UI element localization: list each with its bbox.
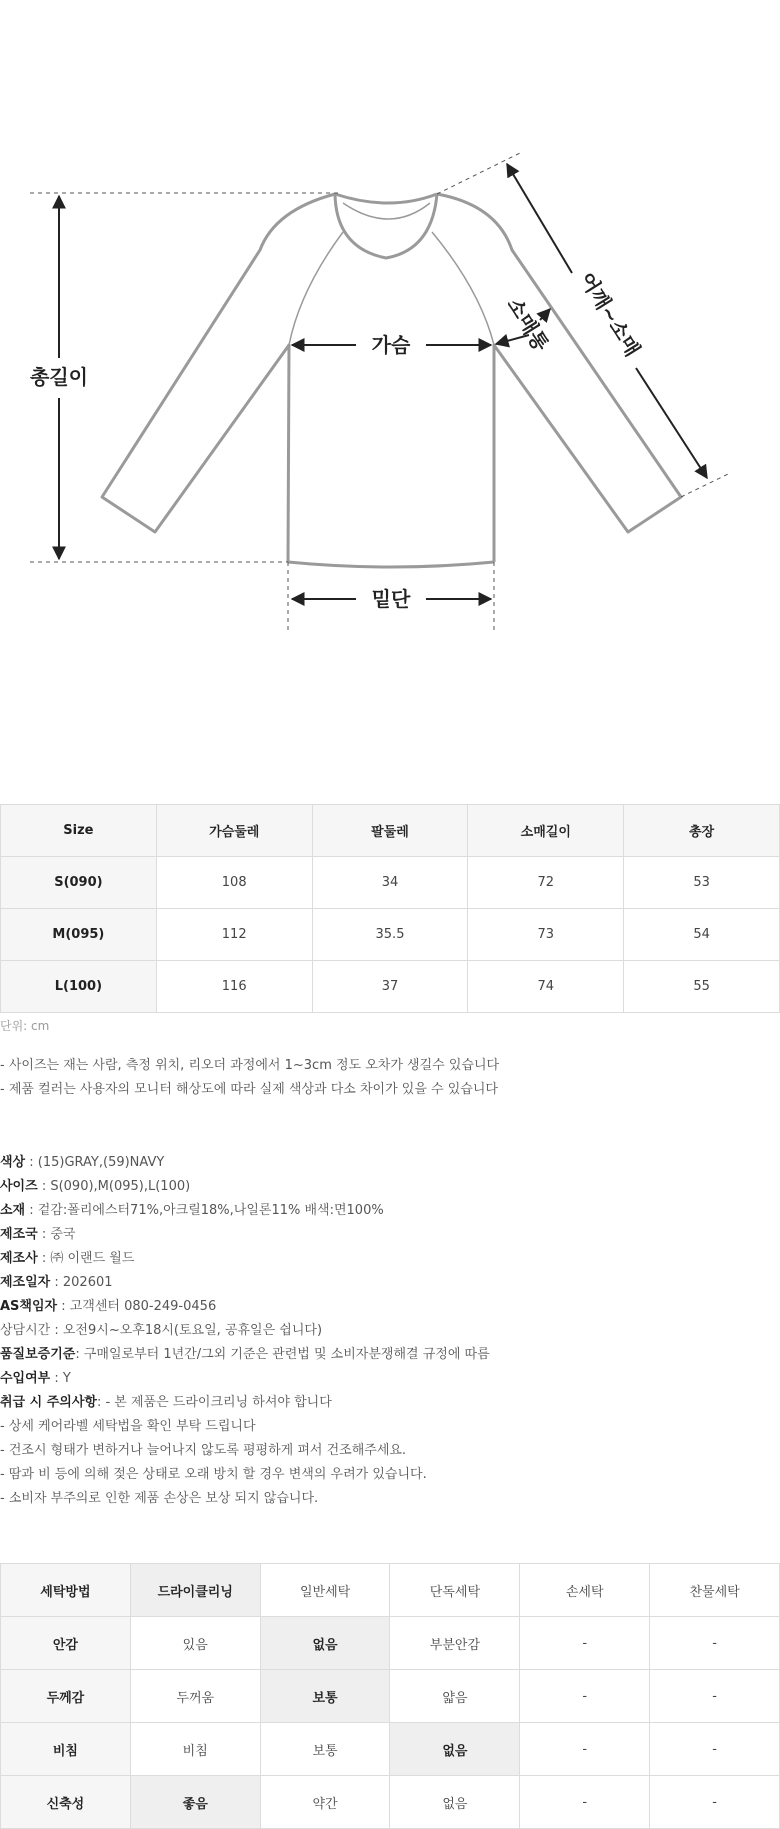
caution-line: - 소비자 부주의로 인한 제품 손상은 보상 되지 않습니다. <box>0 1491 319 1506</box>
neckline-outer <box>335 194 437 203</box>
care-cell-selected: 좋음 <box>130 1776 260 1829</box>
info-warranty <box>0 1343 490 1367</box>
size-value-cell: 72 <box>468 857 624 909</box>
hem-line <box>288 562 494 567</box>
info-as <box>0 1295 490 1319</box>
care-cell: 없음 <box>390 1776 520 1829</box>
total-length-label: 총길이 <box>30 365 88 389</box>
info-caution <box>0 1391 490 1415</box>
info-label: 색상 <box>0 1155 26 1170</box>
note-line: - 제품 컬러는 사용자의 모니터 해상도에 따라 실제 색상과 다소 차이가 있을 수 있습니다 <box>0 1082 498 1097</box>
left-sleeve-body <box>102 194 335 562</box>
garment-outline <box>102 194 681 567</box>
care-cell-selected: 보통 <box>260 1670 390 1723</box>
unit-note: 단위: cm <box>0 1019 50 1033</box>
info-value: : S(090),M(095),L(100) <box>37 1179 191 1194</box>
care-cell: 있음 <box>130 1617 260 1670</box>
info-maker <box>0 1247 490 1271</box>
caution-line: - 건조시 형태가 변하거나 늘어나지 않도록 평평하게 펴서 건조해주세요. <box>0 1443 407 1458</box>
care-cell-selected: 없음 <box>390 1723 520 1776</box>
info-value: : - 본 제품은 드라이크리닝 하셔야 합니다 <box>96 1395 332 1410</box>
care-header-cell: 일반세탁 <box>260 1564 390 1617</box>
caution-line: - 땀과 비 등에 의해 젖은 상태로 오래 방치 할 경우 변색의 우려가 있습니다. <box>0 1467 427 1482</box>
size-table-row <box>1 857 780 909</box>
care-table-row <box>1 1723 780 1776</box>
size-value-cell: 55 <box>624 961 780 1013</box>
info-origin <box>0 1223 490 1247</box>
size-name-cell: L(100) <box>1 961 157 1013</box>
size-diagram <box>0 0 780 700</box>
care-table <box>0 1563 780 1829</box>
care-row-label: 비침 <box>1 1723 131 1776</box>
care-table-header-row <box>1 1564 780 1617</box>
care-cell-selected: 없음 <box>260 1617 390 1670</box>
size-value-cell: 116 <box>156 961 312 1013</box>
care-cell: - <box>650 1723 780 1776</box>
size-table-row <box>1 909 780 961</box>
size-value-cell: 74 <box>468 961 624 1013</box>
chest-label: 가슴 <box>371 333 411 357</box>
info-value: : 고객센터 080-249-0456 <box>57 1299 217 1314</box>
care-cell: - <box>650 1776 780 1829</box>
info-value: : 겉감:폴리에스터71%,아크릴18%,나일론11% 배색:면100% <box>25 1203 384 1218</box>
care-cell: - <box>520 1723 650 1776</box>
care-cell: 약간 <box>260 1776 390 1829</box>
care-header-cell: 단독세탁 <box>390 1564 520 1617</box>
info-hours: 상담시간 : 오전9시~오후18시(토요일, 공휴일은 쉽니다) <box>0 1323 323 1338</box>
size-value-cell: 108 <box>156 857 312 909</box>
info-label: 제조국 <box>0 1227 38 1242</box>
info-value: : 202601 <box>50 1275 113 1290</box>
care-header-cell: 손세탁 <box>520 1564 650 1617</box>
care-cell: - <box>650 1617 780 1670</box>
care-table-row <box>1 1670 780 1723</box>
care-cell: 얇음 <box>390 1670 520 1723</box>
size-table-row <box>1 961 780 1013</box>
care-cell: - <box>650 1670 780 1723</box>
size-table <box>0 804 780 1013</box>
size-value-cell: 34 <box>312 857 468 909</box>
size-header-cell: 소매길이 <box>468 805 624 857</box>
shoulder-sleeve-label: 어깨~소매 <box>574 268 646 361</box>
info-value: : ㈜ 이랜드 월드 <box>37 1251 135 1266</box>
info-date <box>0 1271 490 1295</box>
raglan-seam-left <box>289 232 343 345</box>
guide-lines <box>30 152 728 630</box>
info-label: 취급 시 주의사항 <box>0 1395 97 1410</box>
size-header-cell: 팔둘레 <box>312 805 468 857</box>
care-cell: - <box>520 1617 650 1670</box>
info-label: 제조일자 <box>0 1275 51 1290</box>
size-value-cell: 73 <box>468 909 624 961</box>
size-value-cell: 54 <box>624 909 780 961</box>
care-row-label: 안감 <box>1 1617 131 1670</box>
size-header-cell: 가슴둘레 <box>156 805 312 857</box>
info-label: 수입여부 <box>0 1371 51 1386</box>
raglan-seam-right <box>432 232 494 345</box>
info-label: 제조사 <box>0 1251 38 1266</box>
info-label: 사이즈 <box>0 1179 38 1194</box>
sleeve-width-arrow-top <box>540 309 550 320</box>
care-table-row <box>1 1617 780 1670</box>
info-label: AS책임자 <box>0 1299 58 1314</box>
care-row-label: 신축성 <box>1 1776 131 1829</box>
size-table-header-row <box>1 805 780 857</box>
size-value-cell: 37 <box>312 961 468 1013</box>
note-line: - 사이즈는 재는 사람, 측정 위치, 리오더 과정에서 1~3cm 정도 오차가 생길수 있습니다 <box>0 1058 500 1073</box>
size-value-cell: 53 <box>624 857 780 909</box>
care-cell: 보통 <box>260 1723 390 1776</box>
size-value-cell: 35.5 <box>312 909 468 961</box>
right-sleeve-body <box>437 194 681 562</box>
sleeve-width-label: 소매통 <box>502 293 554 356</box>
info-size <box>0 1175 490 1199</box>
info-color <box>0 1151 490 1175</box>
info-value: : (15)GRAY,(59)NAVY <box>25 1155 165 1170</box>
care-cell: 두꺼움 <box>130 1670 260 1723</box>
info-value: : Y <box>50 1371 71 1386</box>
info-label: 품질보증기준 <box>0 1347 76 1362</box>
size-notes <box>0 1054 499 1102</box>
neckband-inner <box>343 203 430 219</box>
care-cell: 비침 <box>130 1723 260 1776</box>
care-cell: - <box>520 1776 650 1829</box>
care-header-cell-selected: 드라이클리닝 <box>130 1564 260 1617</box>
care-header-cell: 찬물세탁 <box>650 1564 780 1617</box>
size-value-cell: 112 <box>156 909 312 961</box>
size-header-cell: 총장 <box>624 805 780 857</box>
size-header-cell: Size <box>1 805 157 857</box>
info-label: 소재 <box>0 1203 26 1218</box>
care-header-cell: 세탁방법 <box>1 1564 131 1617</box>
sweater-diagram-svg <box>0 0 780 700</box>
measure-arrows <box>59 164 707 599</box>
hem-label: 밑단 <box>371 587 411 611</box>
info-import <box>0 1367 490 1391</box>
size-name-cell: M(095) <box>1 909 157 961</box>
size-name-cell: S(090) <box>1 857 157 909</box>
shoulder-arrow-bottom <box>636 368 707 478</box>
info-value: : 구매일로부터 1년간/그외 기준은 관련법 및 소비자분쟁해결 규정에 따름 <box>75 1347 490 1362</box>
product-info <box>0 1151 490 1511</box>
info-material <box>0 1199 490 1223</box>
care-cell: - <box>520 1670 650 1723</box>
caution-line: - 상세 케어라벨 세탁법을 확인 부탁 드립니다 <box>0 1419 256 1434</box>
care-cell: 부분안감 <box>390 1617 520 1670</box>
care-table-row <box>1 1776 780 1829</box>
info-value: : 중국 <box>37 1227 76 1242</box>
care-row-label: 두께감 <box>1 1670 131 1723</box>
